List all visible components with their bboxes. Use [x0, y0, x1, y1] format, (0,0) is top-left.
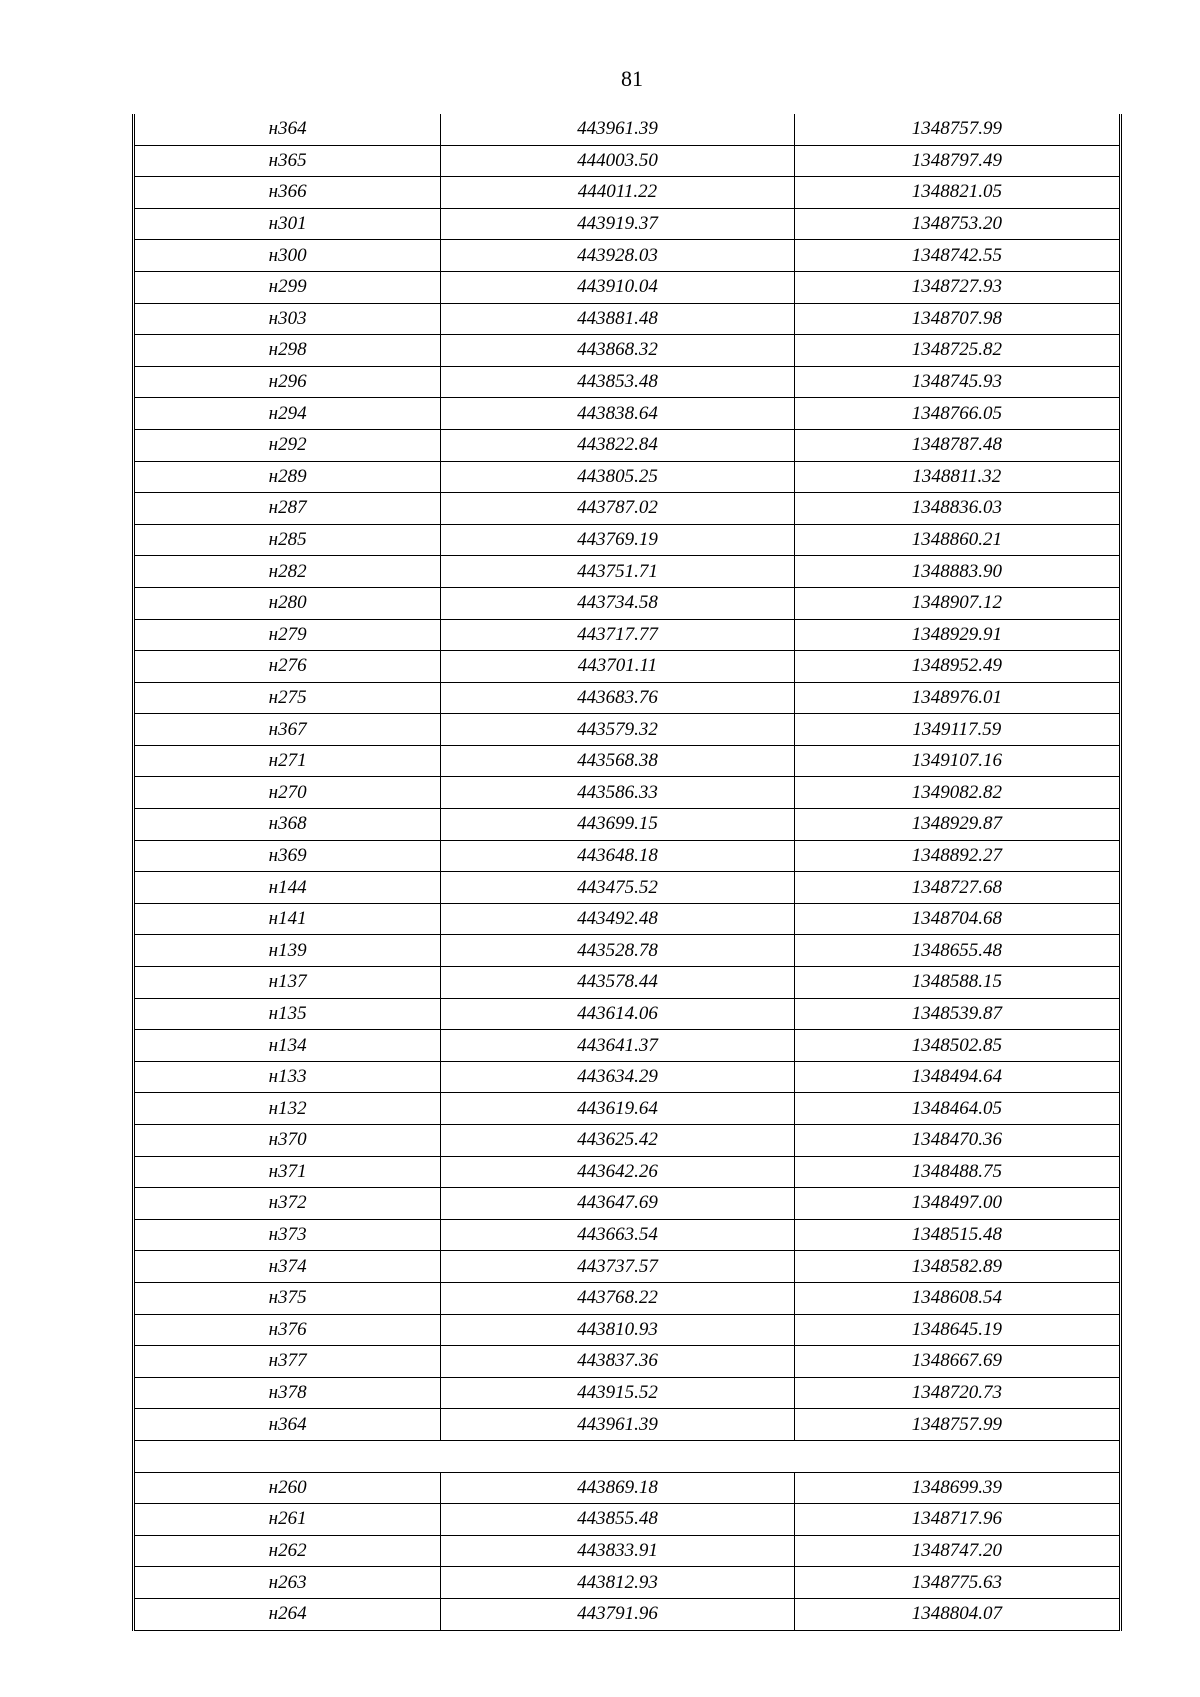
x-coordinate-cell: 443853.48	[441, 366, 794, 398]
x-coordinate-cell: 443492.48	[441, 903, 794, 935]
table-row	[135, 1061, 1119, 1093]
point-id-cell: н364	[135, 1409, 441, 1441]
point-id-cell: н370	[135, 1125, 441, 1157]
y-coordinate-cell: 1348704.68	[794, 903, 1119, 935]
y-coordinate-cell: 1348757.99	[794, 1409, 1119, 1441]
point-id-cell: н373	[135, 1219, 441, 1251]
point-id-cell: н296	[135, 366, 441, 398]
y-coordinate-cell: 1348582.89	[794, 1251, 1119, 1283]
y-coordinate-cell: 1348952.49	[794, 651, 1119, 683]
coordinates-table-body	[135, 114, 1119, 1630]
table-row	[135, 998, 1119, 1030]
x-coordinate-cell: 443641.37	[441, 1030, 794, 1062]
y-coordinate-cell: 1348907.12	[794, 587, 1119, 619]
separator-row	[135, 1440, 1119, 1472]
y-coordinate-cell: 1348821.05	[794, 177, 1119, 209]
table-row	[135, 619, 1119, 651]
y-coordinate-cell: 1348929.87	[794, 809, 1119, 841]
y-coordinate-cell: 1348725.82	[794, 335, 1119, 367]
x-coordinate-cell: 443928.03	[441, 240, 794, 272]
table-row	[135, 745, 1119, 777]
y-coordinate-cell: 1348515.48	[794, 1219, 1119, 1251]
point-id-cell: н376	[135, 1314, 441, 1346]
point-id-cell: н365	[135, 145, 441, 177]
page-number: 81	[621, 66, 643, 91]
x-coordinate-cell: 443769.19	[441, 524, 794, 556]
x-coordinate-cell: 443910.04	[441, 271, 794, 303]
table-row	[135, 145, 1119, 177]
y-coordinate-cell: 1348836.03	[794, 493, 1119, 525]
y-coordinate-cell: 1348787.48	[794, 429, 1119, 461]
table-row	[135, 335, 1119, 367]
y-coordinate-cell: 1348797.49	[794, 145, 1119, 177]
table-row	[135, 1251, 1119, 1283]
table-row	[135, 177, 1119, 209]
point-id-cell: н262	[135, 1535, 441, 1567]
y-coordinate-cell: 1348811.32	[794, 461, 1119, 493]
point-id-cell: н279	[135, 619, 441, 651]
y-coordinate-cell: 1348464.05	[794, 1093, 1119, 1125]
point-id-cell: н141	[135, 903, 441, 935]
x-coordinate-cell: 443586.33	[441, 777, 794, 809]
table-row	[135, 429, 1119, 461]
x-coordinate-cell: 443475.52	[441, 872, 794, 904]
x-coordinate-cell: 443648.18	[441, 840, 794, 872]
point-id-cell: н132	[135, 1093, 441, 1125]
table-row	[135, 1282, 1119, 1314]
table-row	[135, 208, 1119, 240]
point-id-cell: н133	[135, 1061, 441, 1093]
point-id-cell: н375	[135, 1282, 441, 1314]
table-row	[135, 1377, 1119, 1409]
y-coordinate-cell: 1348494.64	[794, 1061, 1119, 1093]
y-coordinate-cell: 1348727.93	[794, 271, 1119, 303]
coordinates-table	[132, 114, 1122, 1631]
table-row	[135, 1156, 1119, 1188]
x-coordinate-cell: 443751.71	[441, 556, 794, 588]
x-coordinate-cell: 443619.64	[441, 1093, 794, 1125]
table-row	[135, 1346, 1119, 1378]
point-id-cell: н261	[135, 1504, 441, 1536]
y-coordinate-cell: 1348892.27	[794, 840, 1119, 872]
y-coordinate-cell: 1348753.20	[794, 208, 1119, 240]
y-coordinate-cell: 1349107.16	[794, 745, 1119, 777]
table-row	[135, 872, 1119, 904]
x-coordinate-cell: 443701.11	[441, 651, 794, 683]
table-row	[135, 1314, 1119, 1346]
table-row	[135, 967, 1119, 999]
point-id-cell: н264	[135, 1598, 441, 1630]
table-row	[135, 1125, 1119, 1157]
y-coordinate-cell: 1348699.39	[794, 1472, 1119, 1504]
y-coordinate-cell: 1348488.75	[794, 1156, 1119, 1188]
y-coordinate-cell: 1348497.00	[794, 1188, 1119, 1220]
x-coordinate-cell: 443812.93	[441, 1567, 794, 1599]
y-coordinate-cell: 1348775.63	[794, 1567, 1119, 1599]
x-coordinate-cell: 443869.18	[441, 1472, 794, 1504]
x-coordinate-cell: 443699.15	[441, 809, 794, 841]
table-row	[135, 1030, 1119, 1062]
y-coordinate-cell: 1348470.36	[794, 1125, 1119, 1157]
y-coordinate-cell: 1348608.54	[794, 1282, 1119, 1314]
table-row	[135, 809, 1119, 841]
point-id-cell: н367	[135, 714, 441, 746]
y-coordinate-cell: 1349082.82	[794, 777, 1119, 809]
table-row	[135, 524, 1119, 556]
table-row	[135, 1188, 1119, 1220]
table-row	[135, 271, 1119, 303]
point-id-cell: н368	[135, 809, 441, 841]
table-row	[135, 1219, 1119, 1251]
table-row	[135, 366, 1119, 398]
y-coordinate-cell: 1348588.15	[794, 967, 1119, 999]
table-row	[135, 398, 1119, 430]
table-row	[135, 903, 1119, 935]
point-id-cell: н366	[135, 177, 441, 209]
point-id-cell: н139	[135, 935, 441, 967]
point-id-cell: н299	[135, 271, 441, 303]
point-id-cell: н287	[135, 493, 441, 525]
table-row	[135, 493, 1119, 525]
y-coordinate-cell: 1348727.68	[794, 872, 1119, 904]
x-coordinate-cell: 443734.58	[441, 587, 794, 619]
x-coordinate-cell: 443961.39	[441, 114, 794, 145]
table-row	[135, 840, 1119, 872]
x-coordinate-cell: 443855.48	[441, 1504, 794, 1536]
table-row	[135, 240, 1119, 272]
point-id-cell: н134	[135, 1030, 441, 1062]
point-id-cell: н301	[135, 208, 441, 240]
x-coordinate-cell: 443822.84	[441, 429, 794, 461]
separator-cell	[135, 1440, 1119, 1472]
point-id-cell: н303	[135, 303, 441, 335]
point-id-cell: н282	[135, 556, 441, 588]
x-coordinate-cell: 443805.25	[441, 461, 794, 493]
point-id-cell: н270	[135, 777, 441, 809]
y-coordinate-cell: 1348720.73	[794, 1377, 1119, 1409]
y-coordinate-cell: 1348645.19	[794, 1314, 1119, 1346]
point-id-cell: н276	[135, 651, 441, 683]
table-row	[135, 461, 1119, 493]
table-row	[135, 587, 1119, 619]
x-coordinate-cell: 443915.52	[441, 1377, 794, 1409]
point-id-cell: н144	[135, 872, 441, 904]
point-id-cell: н371	[135, 1156, 441, 1188]
x-coordinate-cell: 443837.36	[441, 1346, 794, 1378]
point-id-cell: н378	[135, 1377, 441, 1409]
point-id-cell: н280	[135, 587, 441, 619]
point-id-cell: н135	[135, 998, 441, 1030]
x-coordinate-cell: 443568.38	[441, 745, 794, 777]
table-row	[135, 714, 1119, 746]
table-row	[135, 1409, 1119, 1441]
point-id-cell: н294	[135, 398, 441, 430]
table-row	[135, 556, 1119, 588]
y-coordinate-cell: 1348667.69	[794, 1346, 1119, 1378]
table-row	[135, 1504, 1119, 1536]
x-coordinate-cell: 443810.93	[441, 1314, 794, 1346]
point-id-cell: н377	[135, 1346, 441, 1378]
y-coordinate-cell: 1348804.07	[794, 1598, 1119, 1630]
point-id-cell: н289	[135, 461, 441, 493]
y-coordinate-cell: 1348655.48	[794, 935, 1119, 967]
x-coordinate-cell: 443791.96	[441, 1598, 794, 1630]
x-coordinate-cell: 443642.26	[441, 1156, 794, 1188]
y-coordinate-cell: 1348717.96	[794, 1504, 1119, 1536]
x-coordinate-cell: 443868.32	[441, 335, 794, 367]
table-row	[135, 1567, 1119, 1599]
point-id-cell: н298	[135, 335, 441, 367]
y-coordinate-cell: 1348707.98	[794, 303, 1119, 335]
x-coordinate-cell: 443833.91	[441, 1535, 794, 1567]
x-coordinate-cell: 443838.64	[441, 398, 794, 430]
y-coordinate-cell: 1348742.55	[794, 240, 1119, 272]
point-id-cell: н372	[135, 1188, 441, 1220]
x-coordinate-cell: 443663.54	[441, 1219, 794, 1251]
point-id-cell: н292	[135, 429, 441, 461]
point-id-cell: н364	[135, 114, 441, 145]
x-coordinate-cell: 443578.44	[441, 967, 794, 999]
point-id-cell: н285	[135, 524, 441, 556]
table-row	[135, 1472, 1119, 1504]
x-coordinate-cell: 443737.57	[441, 1251, 794, 1283]
point-id-cell: н369	[135, 840, 441, 872]
y-coordinate-cell: 1348747.20	[794, 1535, 1119, 1567]
table-row	[135, 682, 1119, 714]
point-id-cell: н260	[135, 1472, 441, 1504]
table-row	[135, 935, 1119, 967]
x-coordinate-cell: 444011.22	[441, 177, 794, 209]
x-coordinate-cell: 443919.37	[441, 208, 794, 240]
x-coordinate-cell: 443717.77	[441, 619, 794, 651]
point-id-cell: н275	[135, 682, 441, 714]
point-id-cell: н271	[135, 745, 441, 777]
x-coordinate-cell: 443634.29	[441, 1061, 794, 1093]
point-id-cell: н263	[135, 1567, 441, 1599]
y-coordinate-cell: 1348745.93	[794, 366, 1119, 398]
table-row	[135, 114, 1119, 145]
table-row	[135, 1598, 1119, 1630]
y-coordinate-cell: 1348976.01	[794, 682, 1119, 714]
x-coordinate-cell: 443787.02	[441, 493, 794, 525]
x-coordinate-cell: 443683.76	[441, 682, 794, 714]
table-row	[135, 1093, 1119, 1125]
x-coordinate-cell: 443961.39	[441, 1409, 794, 1441]
x-coordinate-cell: 443614.06	[441, 998, 794, 1030]
x-coordinate-cell: 443528.78	[441, 935, 794, 967]
y-coordinate-cell: 1348860.21	[794, 524, 1119, 556]
y-coordinate-cell: 1348766.05	[794, 398, 1119, 430]
y-coordinate-cell: 1348757.99	[794, 114, 1119, 145]
point-id-cell: н300	[135, 240, 441, 272]
table-row	[135, 1535, 1119, 1567]
x-coordinate-cell: 444003.50	[441, 145, 794, 177]
x-coordinate-cell: 443768.22	[441, 1282, 794, 1314]
point-id-cell: н374	[135, 1251, 441, 1283]
x-coordinate-cell: 443881.48	[441, 303, 794, 335]
y-coordinate-cell: 1348929.91	[794, 619, 1119, 651]
y-coordinate-cell: 1348539.87	[794, 998, 1119, 1030]
x-coordinate-cell: 443579.32	[441, 714, 794, 746]
y-coordinate-cell: 1348502.85	[794, 1030, 1119, 1062]
x-coordinate-cell: 443625.42	[441, 1125, 794, 1157]
y-coordinate-cell: 1348883.90	[794, 556, 1119, 588]
x-coordinate-cell: 443647.69	[441, 1188, 794, 1220]
table-row	[135, 303, 1119, 335]
y-coordinate-cell: 1349117.59	[794, 714, 1119, 746]
point-id-cell: н137	[135, 967, 441, 999]
table-row	[135, 651, 1119, 683]
table-row	[135, 777, 1119, 809]
